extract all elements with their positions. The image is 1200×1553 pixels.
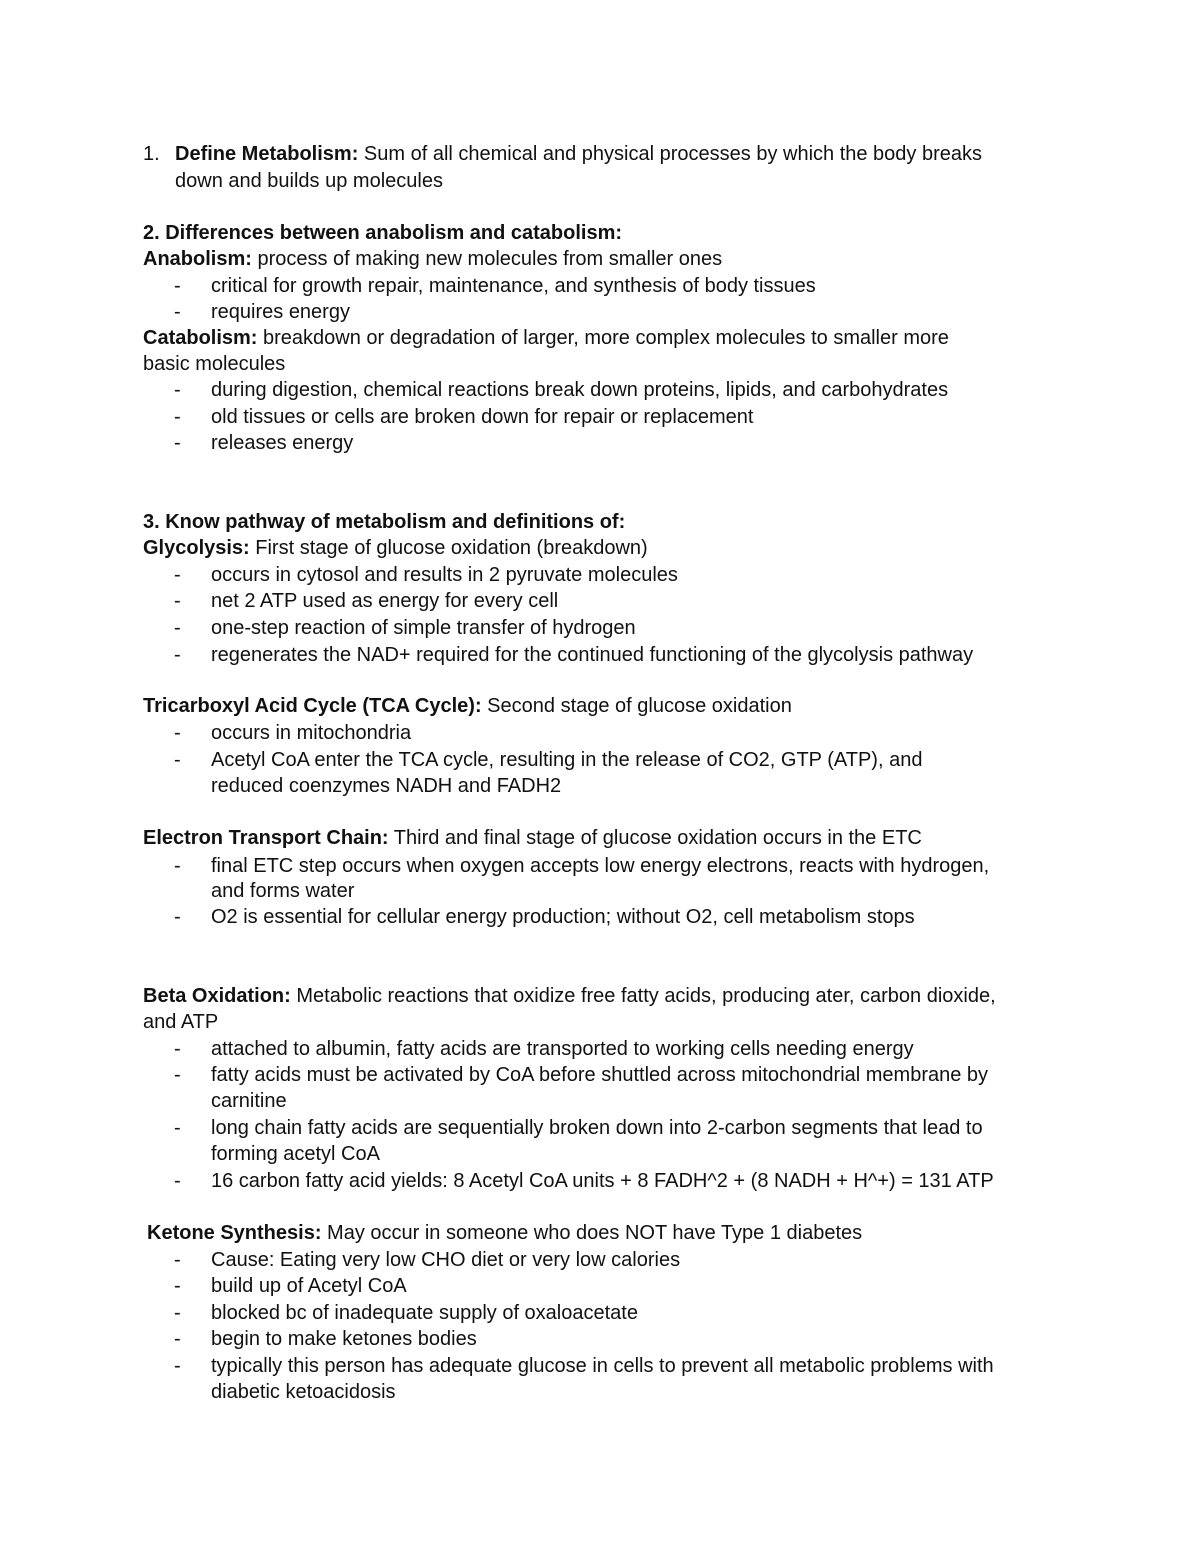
list-item-cont: and forms water	[211, 880, 355, 902]
list-item-cont: carnitine	[211, 1090, 287, 1112]
list-item-cont: diabetic ketoacidosis	[211, 1381, 396, 1403]
s1-line-1	[143, 141, 983, 167]
s1-line-2: down and builds up molecules	[175, 170, 443, 192]
s3-heading: 3. Know pathway of metabolism and definitions of:	[143, 511, 626, 533]
list-item-cont: forming acetyl CoA	[211, 1143, 380, 1165]
s2-heading: 2. Differences between anabolism and catabolism:	[143, 222, 623, 244]
beta-line-2: and ATP	[143, 1011, 219, 1033]
beta-line: Beta Oxidation: Metabolic reactions that oxidize free fatty acids, producing ater, carbon dioxide,	[143, 985, 996, 1007]
etc-line: Electron Transport Chain: Third and final stage of glucose oxidation occurs in the ETC	[143, 827, 922, 849]
s1-text: Sum of all chemical and physical processes by which the body breaks	[358, 143, 983, 165]
ketone-line: Ketone Synthesis: May occur in someone who does NOT have Type 1 diabetes	[147, 1222, 863, 1244]
catabolism-line: Catabolism: breakdown or degradation of larger, more complex molecules to smaller more	[143, 327, 949, 349]
anabolism-line: Anabolism: process of making new molecules from smaller ones	[143, 248, 723, 270]
glycolysis-line: Glycolysis: First stage of glucose oxidation (breakdown)	[143, 537, 648, 559]
catabolism-line-2: basic molecules	[143, 353, 286, 375]
list-item-cont: reduced coenzymes NADH and FADH2	[211, 775, 562, 797]
document-page: 1. Define Metabolism: Sum of all chemical and physical processes by which the body breaks down and builds up molecules 2. Differences between anabolism and catabolism: Anabolism: process of making new molecules from smaller ones - critical for growth repair, maintenance, and synthesis of body tissues - requires energy Catabolism: breakdown or degradation of larger, more complex molecules to smaller more basic molecules - during digestion, chemical reactions break down proteins, lipids, and carbohydrates - old tissues or cells are broken down for repair or replacement - releases energy 3. Know pathway of metabolism and definitions of: Glycolysis: First stage of glucose oxidation (breakdown) - occurs in cytosol and results in 2 pyruvate molecules - net 2 ATP used as energy for every cell - one-step reaction of simple transfer of hydrogen - regenerates the NAD+ required for the continued functioning of the glycolysis pathway Tricarboxyl Acid Cycle (TCA Cycle): Second stage of glucose oxidation - occurs in mitochondria - Acetyl CoA enter the TCA cycle, resulting in the release of CO2, GTP (ATP), and reduced coenzymes NADH and FADH2 Electron Transport Chain: Third and final stage of glucose oxidation occurs in the ETC - final ETC step occurs when oxygen accepts low energy electrons, reacts with hydrogen, and forms water - O2 is essential for cellular energy production; without O2, cell metabolism stops Beta Oxidation: Metabolic reactions that oxidize free fatty acids, producing ater, carbon dioxide, and ATP - attached to albumin, fatty acids are transported to working cells needing energy - fatty acids must be activated by CoA before shuttled across mitochondrial membrane by carnitine - long chain fatty acids are sequentially broken down into 2-carbon segments that lead to forming acetyl CoA - 16 carbon fatty acid yields: 8 Acetyl CoA units + 8 FADH^2 + (8 NADH + H^+) = 131 ATP Ketone Synthesis: May occur in someone who does NOT have Type 1 diabetes - Cause: Eating very low CHO diet or very low calories - build up of Acetyl CoA - blocked bc of inadequate supply of oxaloacetate - begin to make ketones bodies - typically this person has adequate glucose in cells to prevent all metabolic problems with diabetic ketoacidosis	[143, 143, 996, 1403]
s1-label: Define Metabolism:	[175, 143, 359, 165]
tca-line: Tricarboxyl Acid Cycle (TCA Cycle): Second stage of glucose oxidation	[143, 695, 792, 717]
s1-number: 1.	[143, 143, 160, 165]
